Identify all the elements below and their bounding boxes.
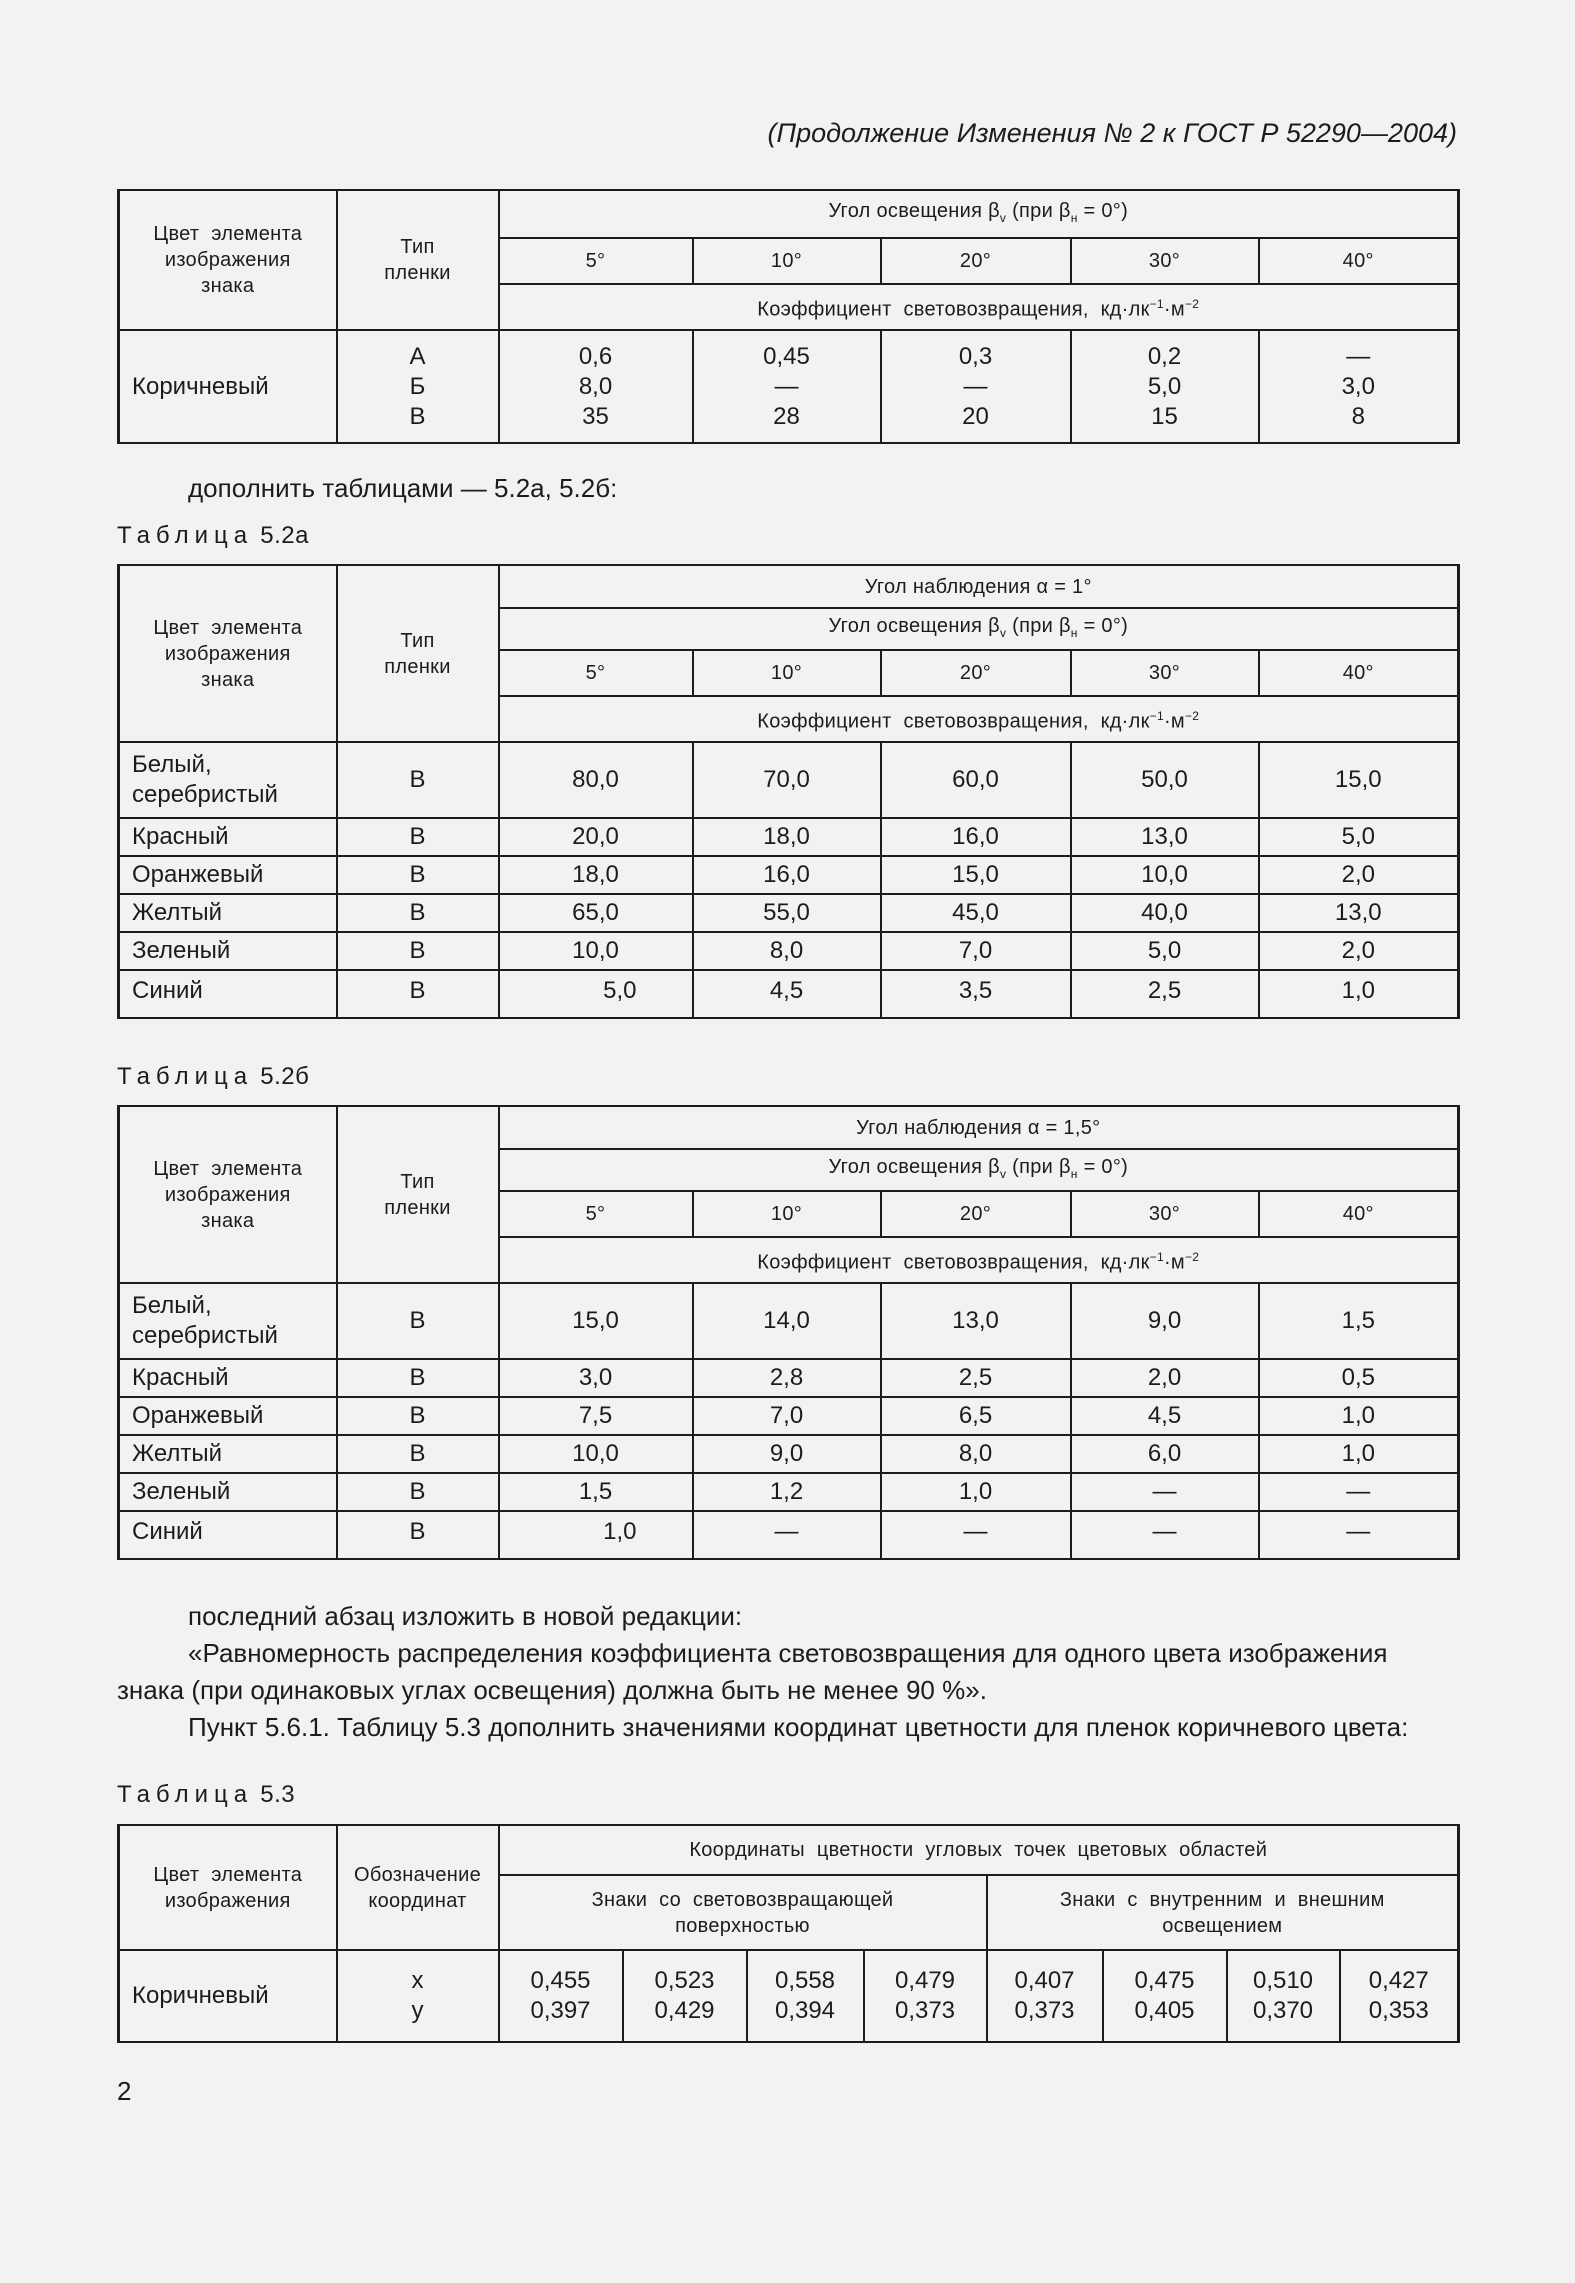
value-cell: 0,510 0,370 [1227, 1950, 1340, 2042]
header-color: Цвет элемента изображения знака [119, 190, 337, 330]
header-chromaticity-coords: Координаты цветности угловых точек цветовых областей [499, 1825, 1459, 1875]
value-cell: 0,45 — 28 [693, 330, 881, 443]
value-cell: 6,0 [1071, 1435, 1259, 1473]
running-header: (Продолжение Изменения № 2 к ГОСТ Р 52290—2004) [767, 118, 1457, 148]
angle-cell: 40° [1259, 650, 1459, 696]
value-cell: 0,2 5,0 15 [1071, 330, 1259, 443]
value-cell: 16,0 [693, 856, 881, 894]
value-cell: 13,0 [881, 1283, 1071, 1359]
caption-table-5-2b: Таблица 5.2б [117, 1063, 310, 1090]
film-type-cell: В [337, 894, 499, 932]
header-film-type: Тип пленки [337, 190, 499, 330]
row-color-label: Зеленый [119, 1473, 337, 1511]
table-5-2b [117, 1105, 1460, 1560]
angle-cell: 40° [1259, 1191, 1459, 1237]
film-type-cell: В [337, 1397, 499, 1435]
value-cell: 7,0 [881, 932, 1071, 970]
paragraph-point-5-6-1: Пункт 5.6.1. Таблицу 5.3 дополнить значениями координат цветности для пленок коричневого цвета: [188, 1712, 1409, 1742]
value-cell: — [1071, 1511, 1259, 1559]
row-color-label: Красный [119, 818, 337, 856]
paragraph-add-tables: дополнить таблицами — 5.2а, 5.2б: [188, 473, 618, 503]
value-cell: 70,0 [693, 742, 881, 818]
row-color-label: Коричневый [119, 330, 337, 443]
value-cell: 8,0 [881, 1435, 1071, 1473]
angle-cell: 10° [693, 650, 881, 696]
header-film-type: Тип пленки [337, 565, 499, 742]
header-illum-angle: Угол освещения $\beta_v$ (при $\beta_н = 0^\circ$) [499, 608, 1459, 650]
paragraph-quote-line1: «Равномерность распределения коэффициента световозвращения для одного цвета изображения [188, 1638, 1388, 1668]
film-type-cell: В [337, 1511, 499, 1559]
value-cell: 0,427 0,353 [1340, 1950, 1459, 2042]
angle-cell: 40° [1259, 238, 1459, 284]
angle-cell: 20° [881, 1191, 1071, 1237]
value-cell: 10,0 [499, 1435, 693, 1473]
value-cell: 4,5 [1071, 1397, 1259, 1435]
value-cell: — [1259, 1473, 1459, 1511]
angle-cell: 5° [499, 1191, 693, 1237]
value-cell: 10,0 [1071, 856, 1259, 894]
value-cell: — [881, 1511, 1071, 1559]
value-cell: 60,0 [881, 742, 1071, 818]
angle-cell: 30° [1071, 238, 1259, 284]
value-cell: — [1071, 1473, 1259, 1511]
header-group-illuminated: Знаки с внутренним и внешним освещением [987, 1875, 1459, 1950]
table-continuation [117, 189, 1460, 444]
table-5-2a [117, 564, 1460, 1019]
table-row [119, 1435, 1459, 1473]
header-color: Цвет элемента изображения знака [119, 565, 337, 742]
value-cell: 0,3 — 20 [881, 330, 1071, 443]
value-cell: 3,0 [499, 1359, 693, 1397]
value-cell: 3,5 [881, 970, 1071, 1018]
header-obs-angle: Угол наблюдения α = 1,5° [499, 1106, 1459, 1149]
value-cell: 2,0 [1259, 932, 1459, 970]
angle-cell: 5° [499, 650, 693, 696]
table-row [119, 1283, 1459, 1359]
value-cell: 1,0 [881, 1473, 1071, 1511]
value-cell: 0,5 [1259, 1359, 1459, 1397]
value-cell: 10,0 [499, 932, 693, 970]
angle-cell: 30° [1071, 1191, 1259, 1237]
row-color-label: Оранжевый [119, 856, 337, 894]
value-cell: 2,5 [1071, 970, 1259, 1018]
value-cell: 0,479 0,373 [864, 1950, 987, 2042]
value-cell: 7,0 [693, 1397, 881, 1435]
value-cell: 0,558 0,394 [747, 1950, 864, 2042]
header-coefficient: Коэффициент световозвращения, $кд\cdot лк^{-1}\cdot м^{-2}$ [499, 1237, 1459, 1283]
value-cell: 8,0 [693, 932, 881, 970]
table-row [119, 856, 1459, 894]
value-cell: 13,0 [1071, 818, 1259, 856]
caption-table-5-3: Таблица 5.3 [117, 1781, 296, 1808]
value-cell: 18,0 [693, 818, 881, 856]
value-cell: 65,0 [499, 894, 693, 932]
value-cell: — [693, 1511, 881, 1559]
value-cell: 7,5 [499, 1397, 693, 1435]
film-type-cell: В [337, 932, 499, 970]
film-type-cell: В [337, 970, 499, 1018]
header-illum-angle: Угол освещения $\beta_v$ (при $\beta_н = 0^\circ$) [499, 190, 1459, 238]
value-cell: 20,0 [499, 818, 693, 856]
header-illum-angle: Угол освещения $\beta_v$ (при $\beta_н = 0^\circ$) [499, 1149, 1459, 1191]
value-cell: 1,0 [499, 1511, 693, 1559]
value-cell: 5,0 [1071, 932, 1259, 970]
table-row [119, 1473, 1459, 1511]
angle-cell: 20° [881, 650, 1071, 696]
value-cell: 2,0 [1259, 856, 1459, 894]
coord-names-cell: x y [337, 1950, 499, 2042]
value-cell: 80,0 [499, 742, 693, 818]
value-cell: 1,0 [1259, 970, 1459, 1018]
row-color-label: Белый, серебристый [119, 742, 337, 818]
page-number: 2 [117, 2076, 132, 2106]
table-row [119, 742, 1459, 818]
film-type-cell: В [337, 1359, 499, 1397]
row-color-label: Красный [119, 1359, 337, 1397]
film-type-cell: В [337, 742, 499, 818]
row-color-label: Белый, серебристый [119, 1283, 337, 1359]
value-cell: 6,5 [881, 1397, 1071, 1435]
header-coefficient: Коэффициент световозвращения, $кд\cdot лк^{-1}\cdot м^{-2}$ [499, 284, 1459, 330]
header-coord-designation: Обозначение координат [337, 1825, 499, 1950]
table-row [119, 1397, 1459, 1435]
value-cell: 14,0 [693, 1283, 881, 1359]
header-color: Цвет элемента изображения [119, 1825, 337, 1950]
value-cell: — [1259, 1511, 1459, 1559]
value-cell: 13,0 [1259, 894, 1459, 932]
angle-cell: 20° [881, 238, 1071, 284]
value-cell: 5,0 [1259, 818, 1459, 856]
angle-cell: 5° [499, 238, 693, 284]
value-cell: 9,0 [693, 1435, 881, 1473]
value-cell: 1,0 [1259, 1397, 1459, 1435]
value-cell: 0,455 0,397 [499, 1950, 623, 2042]
caption-table-5-2a: Таблица 5.2а [117, 522, 309, 549]
value-cell: 50,0 [1071, 742, 1259, 818]
value-cell: 0,475 0,405 [1103, 1950, 1227, 2042]
row-color-label: Синий [119, 1511, 337, 1559]
value-cell: 45,0 [881, 894, 1071, 932]
value-cell: 0,523 0,429 [623, 1950, 747, 2042]
angle-cell: 10° [693, 1191, 881, 1237]
table-row [119, 894, 1459, 932]
value-cell: 2,8 [693, 1359, 881, 1397]
row-color-label: Коричневый [119, 1950, 337, 2042]
paragraph-last-abzac: последний абзац изложить в новой редакции: [188, 1601, 743, 1631]
film-type-cell: В [337, 856, 499, 894]
header-group-retroreflective: Знаки со световозвращающей поверхностью [499, 1875, 987, 1950]
paragraph-quote-line2: знака (при одинаковых углах освещения) должна быть не менее 90 %». [117, 1675, 987, 1705]
row-color-label: Желтый [119, 894, 337, 932]
header-color: Цвет элемента изображения знака [119, 1106, 337, 1283]
row-color-label: Оранжевый [119, 1397, 337, 1435]
header-film-type: Тип пленки [337, 1106, 499, 1283]
film-type-cell: В [337, 1283, 499, 1359]
film-type-cell: В [337, 1435, 499, 1473]
table-row [119, 1950, 1459, 2042]
value-cell: 15,0 [881, 856, 1071, 894]
value-cell: 5,0 [499, 970, 693, 1018]
value-cell: 0,407 0,373 [987, 1950, 1103, 2042]
value-cell: 4,5 [693, 970, 881, 1018]
table-row [119, 818, 1459, 856]
film-type-cell: В [337, 818, 499, 856]
value-cell: 1,5 [1259, 1283, 1459, 1359]
film-type-cell: В [337, 1473, 499, 1511]
row-color-label: Желтый [119, 1435, 337, 1473]
table-row [119, 932, 1459, 970]
angle-cell: 30° [1071, 650, 1259, 696]
value-cell: 1,2 [693, 1473, 881, 1511]
film-types-cell: А Б В [337, 330, 499, 443]
value-cell: 16,0 [881, 818, 1071, 856]
angle-cell: 10° [693, 238, 881, 284]
value-cell: 0,6 8,0 35 [499, 330, 693, 443]
value-cell: 9,0 [1071, 1283, 1259, 1359]
value-cell: 2,0 [1071, 1359, 1259, 1397]
value-cell: 40,0 [1071, 894, 1259, 932]
value-cell: 15,0 [499, 1283, 693, 1359]
row-color-label: Зеленый [119, 932, 337, 970]
table-row [119, 970, 1459, 1018]
header-coefficient: Коэффициент световозвращения, $кд\cdot лк^{-1}\cdot м^{-2}$ [499, 696, 1459, 742]
table-5-3 [117, 1824, 1460, 2043]
value-cell: 55,0 [693, 894, 881, 932]
table-row [119, 1511, 1459, 1559]
value-cell: 1,5 [499, 1473, 693, 1511]
value-cell: 2,5 [881, 1359, 1071, 1397]
row-color-label: Синий [119, 970, 337, 1018]
header-obs-angle: Угол наблюдения α = 1° [499, 565, 1459, 608]
value-cell: 18,0 [499, 856, 693, 894]
value-cell: 15,0 [1259, 742, 1459, 818]
value-cell: 1,0 [1259, 1435, 1459, 1473]
table-row [119, 1359, 1459, 1397]
value-cell: — 3,0 8 [1259, 330, 1459, 443]
